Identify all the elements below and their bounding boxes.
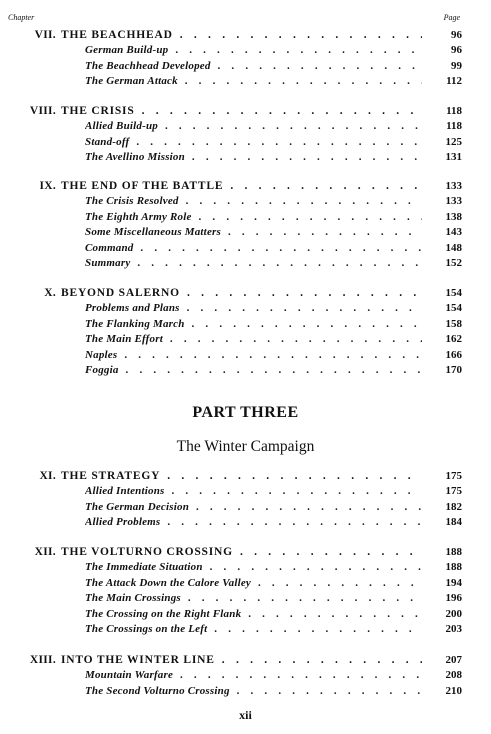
section-page: 99 bbox=[422, 60, 462, 72]
chapter-title: INTO THE WINTER LINE . . . bbox=[61, 654, 439, 666]
section-title: The Second Volturno Crossing . . . bbox=[85, 685, 440, 697]
section-row bbox=[0, 577, 491, 592]
section-title: German Build-up . . . bbox=[85, 44, 440, 56]
chapter-number: IX. bbox=[39, 180, 56, 192]
section-title: Problems and Plans . . . bbox=[85, 302, 440, 314]
chapter-number: XIII. bbox=[29, 654, 56, 666]
section-title: Mountain Warfare . . . bbox=[85, 669, 440, 681]
section-page: 154 bbox=[422, 302, 462, 314]
page-folio: xii bbox=[239, 708, 252, 722]
chapter-number: X. bbox=[44, 287, 56, 299]
section-title: The German Decision . . . bbox=[85, 501, 440, 513]
section-title: Some Miscellaneous Matters . . . bbox=[85, 226, 440, 238]
section-row bbox=[0, 242, 491, 257]
section-row bbox=[0, 257, 491, 272]
section-title: Allied Build-up . . . bbox=[85, 120, 440, 132]
section-title: The Beachhead Developed . . . bbox=[85, 60, 440, 72]
section-page: 184 bbox=[422, 516, 462, 528]
section-row bbox=[0, 608, 491, 623]
section-title: Naples . . . bbox=[85, 349, 440, 361]
chapter-heading-row bbox=[0, 546, 491, 561]
section-page: 203 bbox=[422, 623, 462, 635]
section-page: 112 bbox=[422, 75, 462, 87]
section-title: Stand-off . . . bbox=[85, 136, 440, 148]
section-row bbox=[0, 685, 491, 700]
chapter-heading-row bbox=[0, 654, 491, 669]
section-row bbox=[0, 485, 491, 500]
section-title: Summary . . . bbox=[85, 257, 440, 269]
section-row bbox=[0, 136, 491, 151]
section-page: 170 bbox=[422, 364, 462, 376]
chapter-page: 96 bbox=[422, 29, 462, 41]
chapter-number: XI. bbox=[39, 470, 56, 482]
section-title: The Flanking March . . . bbox=[85, 318, 440, 330]
section-page: 166 bbox=[422, 349, 462, 361]
section-title: The Crisis Resolved . . . bbox=[85, 195, 440, 207]
section-page: 138 bbox=[422, 211, 462, 223]
section-page: 182 bbox=[422, 501, 462, 513]
part-title: PART THREE bbox=[192, 404, 299, 421]
chapter-page: 175 bbox=[422, 470, 462, 482]
page-column-label: Page bbox=[443, 13, 460, 22]
chapter-heading-row bbox=[0, 287, 491, 302]
chapter-page: 133 bbox=[422, 180, 462, 192]
chapter-heading-row bbox=[0, 470, 491, 485]
part-subtitle: The Winter Campaign bbox=[176, 438, 315, 455]
chapter-heading-row bbox=[0, 29, 491, 44]
section-page: 210 bbox=[422, 685, 462, 697]
section-page: 194 bbox=[422, 577, 462, 589]
section-row bbox=[0, 151, 491, 166]
section-row bbox=[0, 75, 491, 90]
section-row bbox=[0, 120, 491, 135]
section-page: 208 bbox=[422, 669, 462, 681]
section-page: 188 bbox=[422, 561, 462, 573]
section-title: The Attack Down the Calore Valley . . . bbox=[85, 577, 440, 589]
chapter-entry-vii bbox=[0, 29, 491, 91]
section-row bbox=[0, 333, 491, 348]
chapter-title: THE BEACHHEAD . . . bbox=[61, 29, 439, 41]
section-row bbox=[0, 44, 491, 59]
chapter-number: XII. bbox=[34, 546, 56, 558]
chapter-column-label: Chapter bbox=[8, 13, 35, 22]
section-title: The Crossings on the Left . . . bbox=[85, 623, 440, 635]
section-page: 118 bbox=[422, 120, 462, 132]
chapter-number: VIII. bbox=[29, 105, 56, 117]
section-row bbox=[0, 211, 491, 226]
chapter-title: THE VOLTURNO CROSSING . . . bbox=[61, 546, 439, 558]
section-title: The Avellino Mission . . . bbox=[85, 151, 440, 163]
section-row bbox=[0, 561, 491, 576]
chapter-title: THE END OF THE BATTLE . . . bbox=[61, 180, 439, 192]
section-page: 200 bbox=[422, 608, 462, 620]
section-row bbox=[0, 318, 491, 333]
section-page: 162 bbox=[422, 333, 462, 345]
chapter-page: 118 bbox=[422, 105, 462, 117]
chapter-title: BEYOND SALERNO . . . bbox=[61, 287, 439, 299]
chapter-entry-x bbox=[0, 287, 491, 379]
section-row bbox=[0, 592, 491, 607]
chapter-page: 207 bbox=[422, 654, 462, 666]
section-page: 148 bbox=[422, 242, 462, 254]
section-row bbox=[0, 60, 491, 75]
section-title: The Crossing on the Right Flank . . . bbox=[85, 608, 440, 620]
section-page: 133 bbox=[422, 195, 462, 207]
section-row bbox=[0, 302, 491, 317]
section-row bbox=[0, 349, 491, 364]
section-page: 152 bbox=[422, 257, 462, 269]
section-title: Foggia . . . bbox=[85, 364, 440, 376]
section-title: The Main Effort . . . bbox=[85, 333, 440, 345]
section-row bbox=[0, 501, 491, 516]
chapter-title: THE CRISIS . . . bbox=[61, 105, 439, 117]
section-page: 196 bbox=[422, 592, 462, 604]
section-row bbox=[0, 669, 491, 684]
chapter-page: 154 bbox=[422, 287, 462, 299]
section-row bbox=[0, 623, 491, 638]
section-page: 96 bbox=[422, 44, 462, 56]
section-title: The German Attack . . . bbox=[85, 75, 440, 87]
section-title: The Main Crossings . . . bbox=[85, 592, 440, 604]
section-page: 158 bbox=[422, 318, 462, 330]
section-row bbox=[0, 226, 491, 241]
section-row bbox=[0, 516, 491, 531]
section-title: Command . . . bbox=[85, 242, 440, 254]
chapter-page: 188 bbox=[422, 546, 462, 558]
section-row bbox=[0, 195, 491, 210]
section-title: Allied Problems . . . bbox=[85, 516, 440, 528]
chapter-entry-ix bbox=[0, 180, 491, 272]
section-page: 131 bbox=[422, 151, 462, 163]
section-page: 143 bbox=[422, 226, 462, 238]
section-page: 125 bbox=[422, 136, 462, 148]
section-title: The Eighth Army Role . . . bbox=[85, 211, 440, 223]
chapter-entry-xii bbox=[0, 546, 491, 638]
section-title: The Immediate Situation . . . bbox=[85, 561, 440, 573]
chapter-heading-row bbox=[0, 105, 491, 120]
section-title: Allied Intentions . . . bbox=[85, 485, 440, 497]
chapter-entry-xi bbox=[0, 470, 491, 532]
section-row bbox=[0, 364, 491, 379]
section-page: 175 bbox=[422, 485, 462, 497]
chapter-entry-viii bbox=[0, 105, 491, 167]
chapter-number: VII. bbox=[34, 29, 56, 41]
chapter-entry-xiii bbox=[0, 654, 491, 700]
chapter-heading-row bbox=[0, 180, 491, 195]
chapter-title: THE STRATEGY . . . bbox=[61, 470, 439, 482]
